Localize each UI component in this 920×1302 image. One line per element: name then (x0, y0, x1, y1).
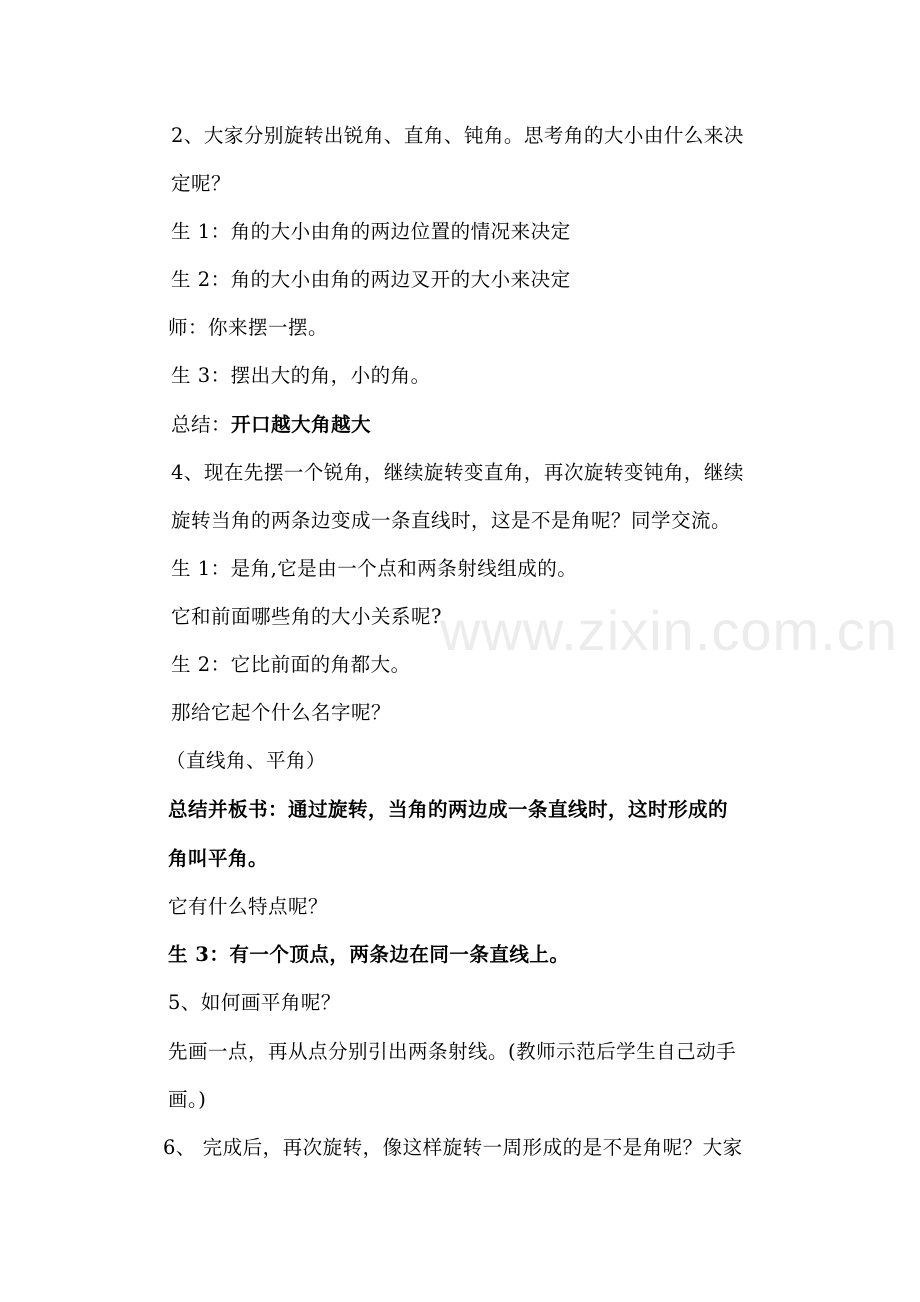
paragraph-line: 生 2：它比前面的角都大。 (171, 653, 411, 676)
paragraph-line: 生 1：角的大小由角的两边位置的情况来决定 (171, 220, 571, 243)
summary-text: 开口越大角越大 (231, 413, 372, 436)
summary-line (171, 413, 371, 437)
summary-prefix: 总结： (171, 413, 232, 436)
board-summary-line: 总结并板书：通过旋转，当角的两边成一条直线时，这时形成的 (168, 798, 729, 821)
paragraph-line: 旋转当角的两条边变成一条直线时，这是不是角呢？同学交流。 (171, 509, 732, 532)
paragraph-line: 它和前面哪些角的大小关系呢? (171, 605, 442, 628)
paragraph-line: 先画一点，再从点分别引出两条射线。(教师示范后学生自己动手 (168, 1040, 737, 1063)
paragraph-line: 6、 完成后，再次旋转，像这样旋转一周形成的是不是角呢？大家 (163, 1136, 743, 1159)
paragraph-line: 师：你来摆一摆。 (168, 316, 329, 339)
paragraph-line: 2、大家分别旋转出锐角、直角、钝角。思考角的大小由什么来决 (171, 124, 744, 147)
paragraph-line: 5、如何画平角呢？ (168, 991, 341, 1014)
paragraph-line: 那给它起个什么名字呢？ (171, 701, 392, 724)
paragraph-line: 生 2：角的大小由角的两边叉开的大小来决定 (171, 268, 571, 291)
paragraph-line: 生 3：摆出大的角，小的角。 (171, 364, 431, 387)
board-summary-line: 角叫平角。 (168, 847, 269, 870)
watermark: www.zixin.com.cn (440, 599, 898, 662)
paragraph-line: 4、现在先摆一个锐角，继续旋转变直角，再次旋转变钝角，继续 (171, 461, 744, 484)
student-answer-line: 生 3：有一个顶点，两条边在同一条直线上。 (168, 943, 570, 966)
paragraph-line: 生 1：是角,它是由一个点和两条射线组成的。 (171, 557, 578, 580)
paragraph-line: 定呢？ (171, 172, 232, 195)
paragraph-line: 画。) (168, 1088, 207, 1111)
paragraph-line: 它有什么特点呢？ (168, 895, 329, 918)
paragraph-line: （直线角、平角） (166, 749, 327, 772)
